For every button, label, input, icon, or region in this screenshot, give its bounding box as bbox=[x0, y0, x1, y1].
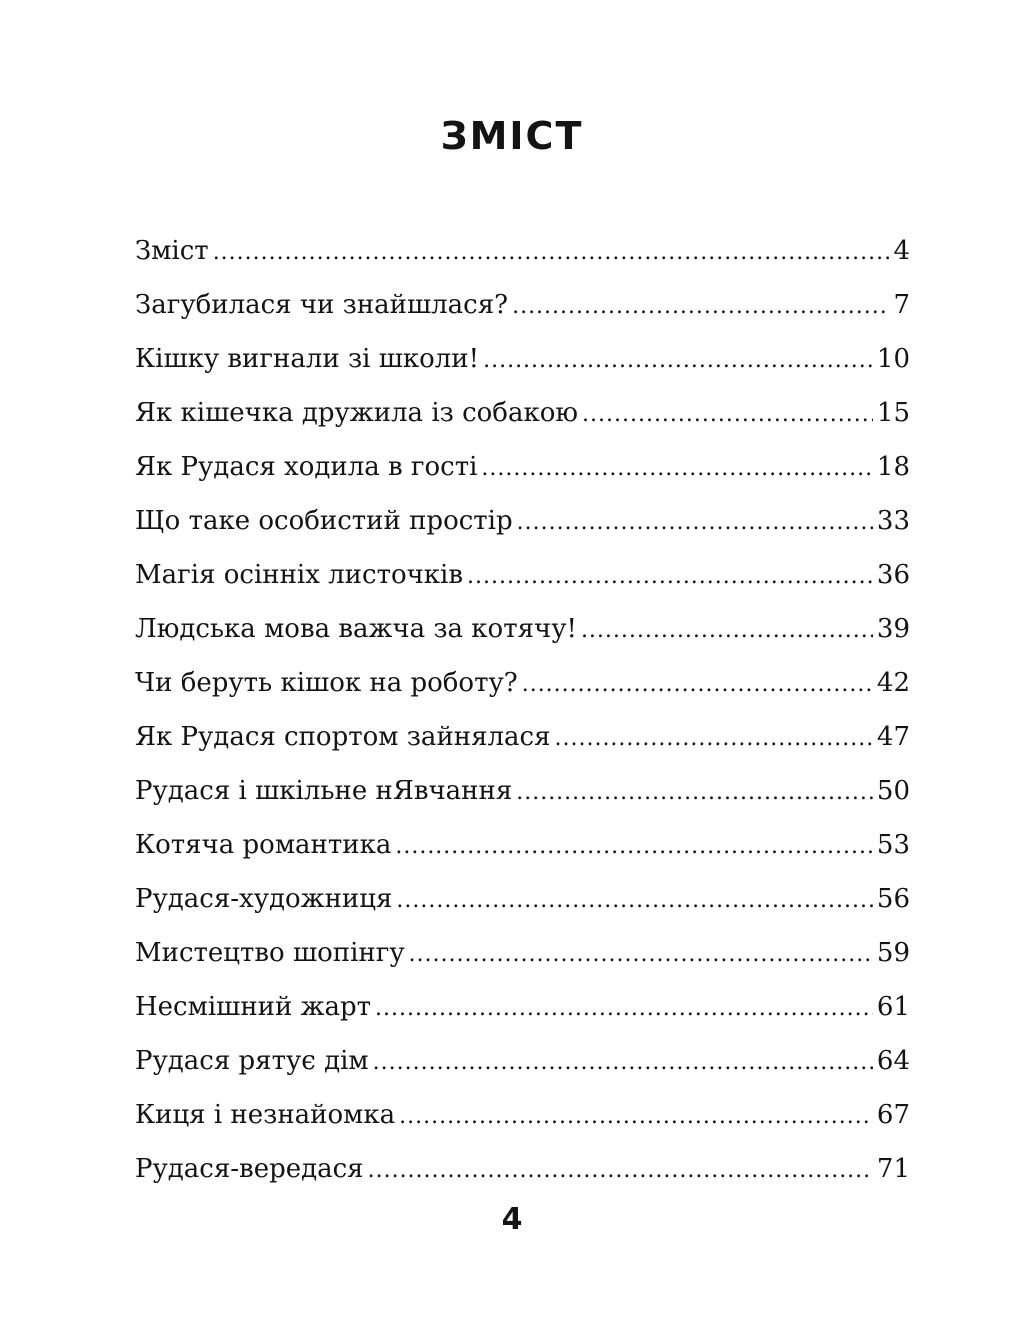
toc-leader-dots bbox=[396, 874, 873, 928]
toc-entry-page: 64 bbox=[876, 1046, 910, 1076]
toc-entry-title: Як кішечка дружила із собакою bbox=[135, 398, 578, 428]
toc-row bbox=[135, 872, 910, 926]
toc-row bbox=[135, 1142, 910, 1196]
toc-row bbox=[135, 440, 910, 494]
toc-leader-dots bbox=[467, 550, 873, 604]
toc-leader-dots bbox=[581, 604, 873, 658]
toc-entry-page: 33 bbox=[876, 506, 910, 536]
toc-row bbox=[135, 548, 910, 602]
toc-row bbox=[135, 494, 910, 548]
toc-leader-dots bbox=[213, 226, 890, 280]
toc-leader-dots bbox=[375, 982, 873, 1036]
toc-entry-page: 36 bbox=[876, 560, 910, 590]
toc-entry-title: Рудася-художниця bbox=[135, 884, 393, 914]
toc-entry-page: 59 bbox=[876, 938, 910, 968]
toc-leader-dots bbox=[517, 496, 873, 550]
toc-leader-dots bbox=[399, 1090, 873, 1144]
page-number: 4 bbox=[501, 1202, 523, 1237]
toc-leader-dots bbox=[582, 388, 873, 442]
toc-entry-title: Мистецтво шопінгу bbox=[135, 938, 405, 968]
toc-leader-dots bbox=[512, 280, 889, 334]
toc-entry-title: Чи беруть кішок на роботу? bbox=[135, 668, 518, 698]
toc-entry-title: Як Рудася спортом зайнялася bbox=[135, 722, 551, 752]
toc-row bbox=[135, 980, 910, 1034]
toc-row bbox=[135, 656, 910, 710]
toc-entry-page: 4 bbox=[893, 236, 910, 266]
page-title: ЗМІСТ bbox=[440, 114, 584, 158]
toc-entry-title: Зміст bbox=[135, 236, 209, 266]
toc-entry-title: Загубилася чи знайшлася? bbox=[135, 290, 509, 320]
toc-entry-title: Кішку вигнали зі школи! bbox=[135, 344, 480, 374]
toc-entry-title: Котяча романтика bbox=[135, 830, 392, 860]
toc-row bbox=[135, 1088, 910, 1142]
toc-row bbox=[135, 926, 910, 980]
toc-leader-dots bbox=[373, 1036, 873, 1090]
toc-row bbox=[135, 818, 910, 872]
toc-entry-page: 61 bbox=[876, 992, 910, 1022]
toc-leader-dots bbox=[516, 766, 873, 820]
toc-row bbox=[135, 710, 910, 764]
toc-entry-page: 39 bbox=[876, 614, 910, 644]
toc-entry-page: 71 bbox=[876, 1154, 910, 1184]
table-of-contents bbox=[135, 224, 910, 1196]
toc-entry-page: 42 bbox=[876, 668, 910, 698]
toc-entry-page: 10 bbox=[876, 344, 910, 374]
toc-entry-page: 56 bbox=[876, 884, 910, 914]
toc-leader-dots bbox=[483, 334, 873, 388]
toc-row bbox=[135, 764, 910, 818]
toc-entry-title: Киця і незнайомка bbox=[135, 1100, 396, 1130]
toc-entry-page: 15 bbox=[876, 398, 910, 428]
toc-leader-dots bbox=[481, 442, 872, 496]
toc-entry-title: Як Рудася ходила в гості bbox=[135, 452, 478, 482]
toc-entry-page: 18 bbox=[876, 452, 910, 482]
toc-row bbox=[135, 602, 910, 656]
toc-entry-title: Що таке особистий простір bbox=[135, 506, 513, 536]
toc-entry-title: Рудася і шкільне нЯвчання bbox=[135, 776, 513, 806]
toc-entry-page: 67 bbox=[876, 1100, 910, 1130]
toc-entry-title: Людська мова важча за котячу! bbox=[135, 614, 577, 644]
toc-leader-dots bbox=[395, 820, 873, 874]
toc-row bbox=[135, 224, 910, 278]
toc-row bbox=[135, 386, 910, 440]
toc-entry-title: Рудася рятує дім bbox=[135, 1046, 369, 1076]
toc-leader-dots bbox=[409, 928, 873, 982]
toc-row bbox=[135, 1034, 910, 1088]
toc-leader-dots bbox=[554, 712, 872, 766]
toc-leader-dots bbox=[368, 1144, 873, 1198]
toc-entry-page: 53 bbox=[876, 830, 910, 860]
toc-leader-dots bbox=[522, 658, 873, 712]
toc-entry-page: 47 bbox=[876, 722, 910, 752]
toc-entry-title: Несмішний жарт bbox=[135, 992, 372, 1022]
toc-entry-page: 7 bbox=[893, 290, 910, 320]
toc-row bbox=[135, 278, 910, 332]
toc-entry-page: 50 bbox=[876, 776, 910, 806]
toc-entry-title: Рудася-вередася bbox=[135, 1154, 364, 1184]
toc-row bbox=[135, 332, 910, 386]
toc-entry-title: Магія осінніх листочків bbox=[135, 560, 463, 590]
